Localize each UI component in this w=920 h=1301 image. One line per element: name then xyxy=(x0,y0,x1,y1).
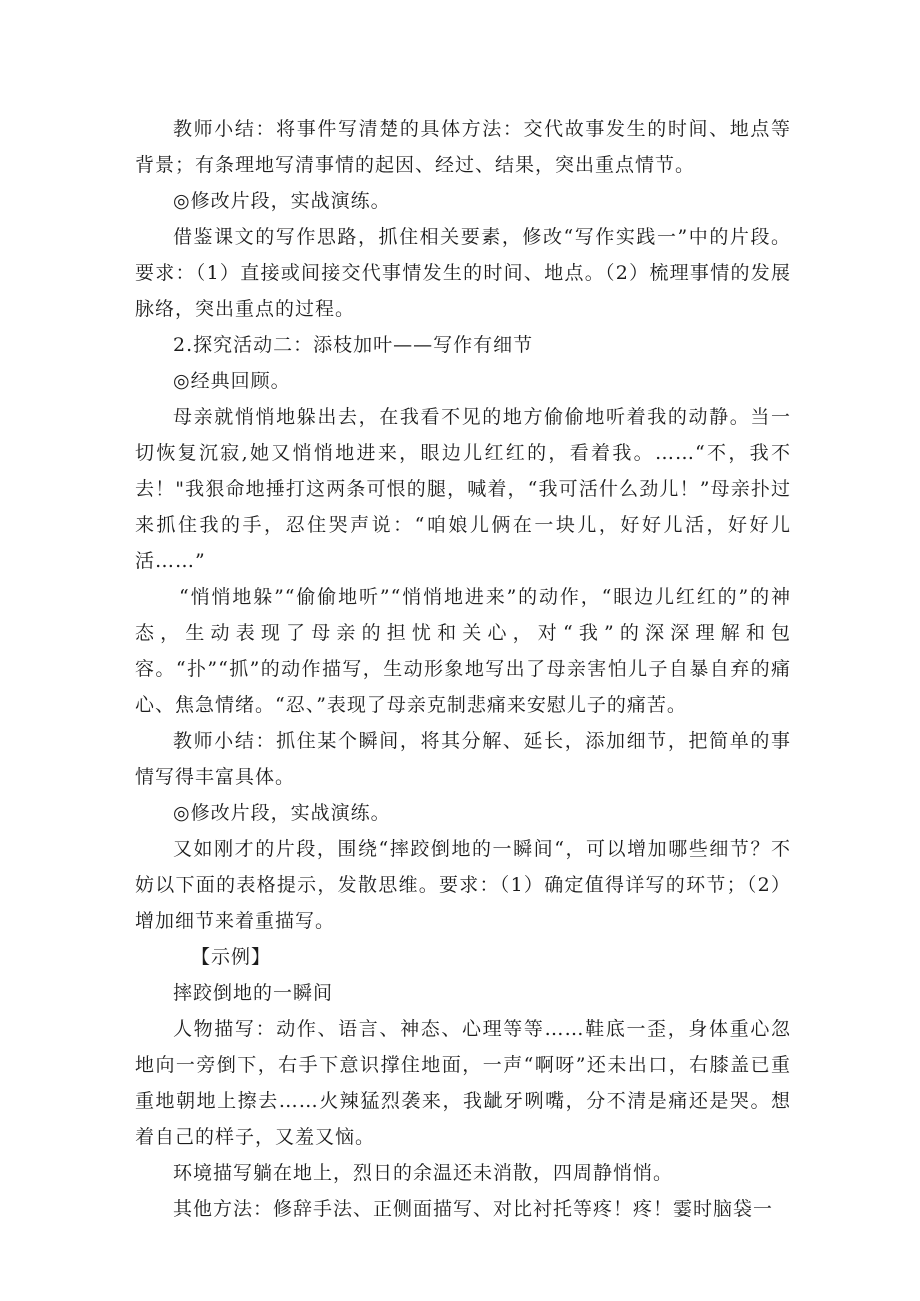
paragraph-excerpt-analysis: “悄悄地躲”“偷偷地听”“悄悄地进来”的动作，“眼边儿红红的”的神态，生动表现了母亲的担忧和关心，对“我”的深深理解和包容。“扑”“抓”的动作描写，生动形象地写出了母亲害怕儿子自暴自弃的痛心、焦急情绪。“忍、”表现了母亲克制悲痛来安慰儿子的痛苦。 xyxy=(135,586,791,716)
paragraph-teacher-summary-1: 教师小结：将事件写清楚的具体方法：交代故事发生的时间、地点等背景；有条理地写清事情的起因、经过、结果，突出重点情节。 xyxy=(135,118,791,176)
paragraph-quoted-excerpt: 母亲就悄悄地躲出去，在我看不见的地方偷偷地听着我的动静。当一切恢复沉寂,她又悄悄地进来，眼边儿红红的，看着我。……“不，我不去！"我狠命地捶打这两条可恨的腿，喊着，“我可活什么劲儿！”母亲扑过来抓住我的手，忍住哭声说：“咱娘儿俩在一块儿，好好儿活，好好儿活……” xyxy=(135,406,791,572)
document-body xyxy=(135,111,791,1227)
example-environment-description: 环境描写躺在地上，烈日的余温还未消散，四周静悄悄。 xyxy=(173,1162,674,1184)
example-title: 摔跤倒地的一瞬间 xyxy=(173,982,334,1004)
paragraph-teacher-summary-2: 教师小结：抓住某个瞬间，将其分解、延长，添加细节，把简单的事情写得丰富具体。 xyxy=(135,730,791,788)
section-heading-activity-2: 2.探究活动二：添枝加叶——写作有细节 xyxy=(173,334,534,356)
paragraph-revise-practice-2: ◎修改片段，实战演练。 xyxy=(173,802,391,824)
paragraph-revise-practice-1: ◎修改片段，实战演练。 xyxy=(173,190,391,212)
paragraph-revise-requirements-1: 借鉴课文的写作思路，抓住相关要素，修改“写作实践一”中的片段。要求：（1）直接或间接交代事情发生的时间、地点。（2）梳理事情的发展脉络，突出重点的过程。 xyxy=(135,226,791,320)
example-other-methods: 其他方法：修辞手法、正侧面描写、对比衬托等疼！疼！霎时脑袋一 xyxy=(173,1198,774,1220)
example-label: 【示例】 xyxy=(191,946,272,968)
example-character-description: 人物描写：动作、语言、神态、心理等等……鞋底一歪，身体重心忽地向一旁倒下，右手下意识撑住地面，一声“啊呀”还未出口，右膝盖已重重地朝地上擦去……火辣猛烈袭来，我龇牙咧嘴，分不清是痛还是哭。想着自己的样子，又羞又恼。 xyxy=(135,1018,791,1148)
paragraph-revise-requirements-2: 又如刚才的片段，围绕“摔跤倒地的一瞬间“，可以增加哪些细节？不妨以下面的表格提示，发散思维。要求：（1）确定值得详写的环节；（2）增加细节来着重描写。 xyxy=(135,838,791,932)
paragraph-classic-review: ◎经典回顾。 xyxy=(173,370,291,392)
